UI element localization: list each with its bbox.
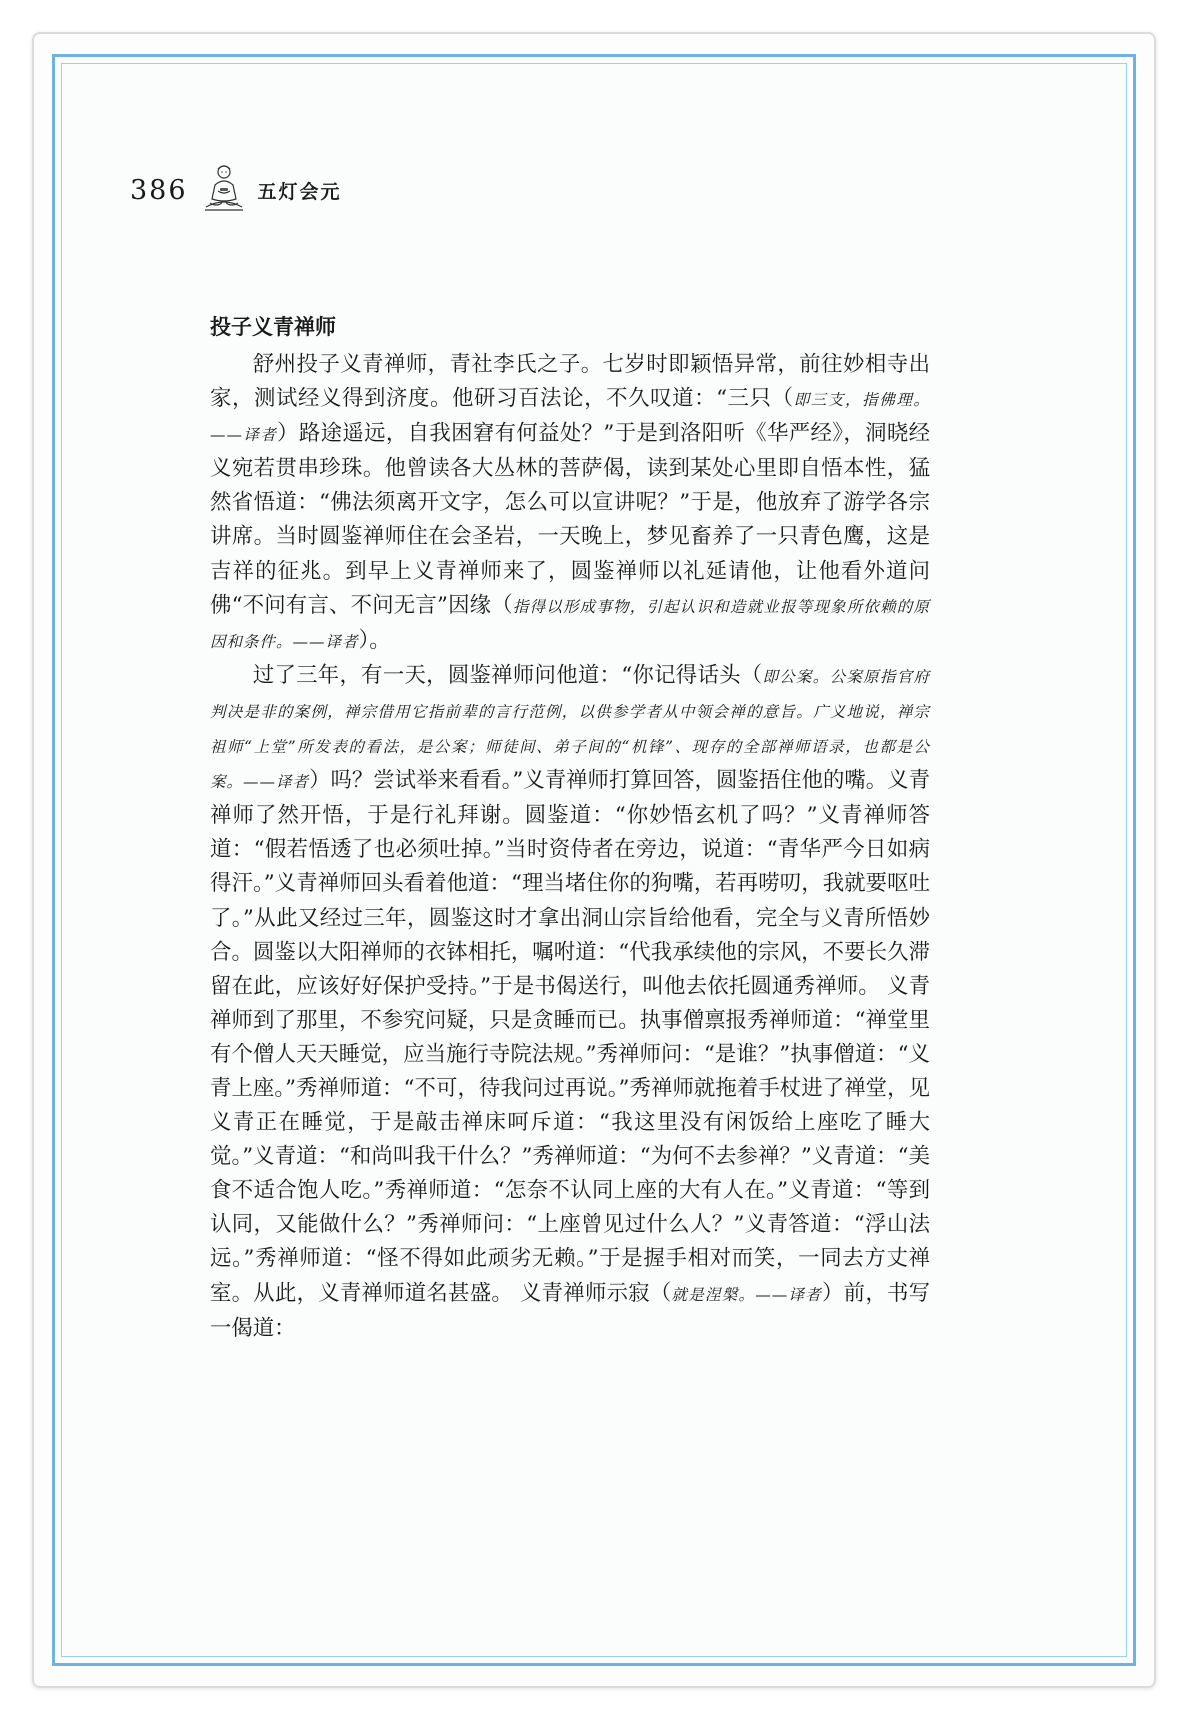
body-text: ）吗？尝试举来看看。”义青禅师打算回答，圆鉴捂住他的嘴。义青禅师了然开悟，于是行礼拜谢。圆鉴道：“你妙悟玄机了吗？”义青禅师答道：“假若悟透了也必须吐掉。”当时资侍者在旁边，说道：“青华严今日如病得汗。”义青禅师回头看着他道：“理当堵住你的狗嘴，若再唠叨，我就要呕吐了。”从此又经过三年，圆鉴这时才拿出洞山宗旨给他看，完全与义青所悟妙合。圆鉴以大阳禅师的衣钵相托，嘱咐道：“代我承续他的宗风，不要长久滞留在此，应该好好保护受持。”于是书偈送行，叫他去依托圆通秀禅师。 义青禅师到了那里，不参究问疑，只是贪睡而已。执事僧禀报秀禅师道：“禅堂里有个僧人天天睡觉，应当施行寺院法规。”秀禅师问：“是谁？”执事僧道：“义青上座。”秀禅师道：“不可，待我问过再说。”秀禅师就拖着手杖进了禅堂，见义青正在睡觉，于是敲击禅床呵斥道：“我这里没有闲饭给上座吃了睡大觉。”义青道：“和尚叫我干什么？”秀禅师道：“为何不去参禅？”义青道：“美食不适合饱人吃。”秀禅师道：“怎奈不认同上座的大有人在。”义青道：“等到认同，又能做什么？”秀禅师问：“上座曾见过什么人？”义青答道：“浮山法远。”秀禅师道：“怪不得如此顽劣无赖。”于是握手相对而笑，一同去方丈禅室。从此，义青禅师道名甚盛。 义青禅师示寂（ — [210, 768, 930, 1306]
translator-note: 指得以形成事物，引起认识和造就业报等现象所依赖的原因和条件。——译者 — [210, 597, 930, 651]
running-head — [130, 160, 530, 220]
book-title: 五灯会元 — [257, 180, 342, 203]
body-text: ）前，书写一偈道： — [210, 1280, 930, 1341]
body-text: 过了三年，有一天，圆鉴禅师问他道：“你记得话头（ — [252, 662, 763, 688]
body-text: ）路途遥远，自我困窘有何益处？”于是到洛阳听《华严经》，洞晓经义宛若贯串珍珠。他曾读各大丛林的菩萨偈，读到某处心里即自悟本性，猛然省悟道：“佛法须离开文字，怎么可以宣讲呢？”于是，他放弃了游学各宗讲席。当时圆鉴禅师住在会圣岩，一天晚上，梦见畜养了一只青色鹰，这是吉祥的征兆。到早上义青禅师来了，圆鉴禅师以礼延请他，让他看外道问佛“不问有言、不问无言”因缘（ — [210, 421, 930, 618]
seated-buddha-icon — [202, 163, 246, 217]
page-number: 386 — [130, 174, 188, 206]
body-text: ）。 — [358, 627, 391, 653]
paragraph — [210, 348, 930, 659]
translator-note: 就是涅槃。——译者 — [671, 1285, 823, 1304]
page-content — [210, 310, 930, 1346]
section-title: 投子义青禅师 — [210, 315, 336, 339]
body-text: 舒州投子义青禅师，青社李氏之子。七岁时即颖悟异常，前往妙相寺出家，测试经义得到济度。他研习百法论，不久叹道：“三只（ — [210, 352, 930, 412]
translator-note: 即三支，指佛理。——译者 — [210, 391, 930, 445]
translator-note: 即公案。公案原指官府判决是非的案例，禅宗借用它指前辈的言行范例，以供参学者从中领会禅的意旨。广义地说，禅宗祖师“上堂”所发表的看法，是公案；师徒间、弟子间的“机锋”、现存的全部禅师语录，也都是公案。——译者 — [210, 667, 930, 792]
paragraph — [210, 659, 930, 1346]
